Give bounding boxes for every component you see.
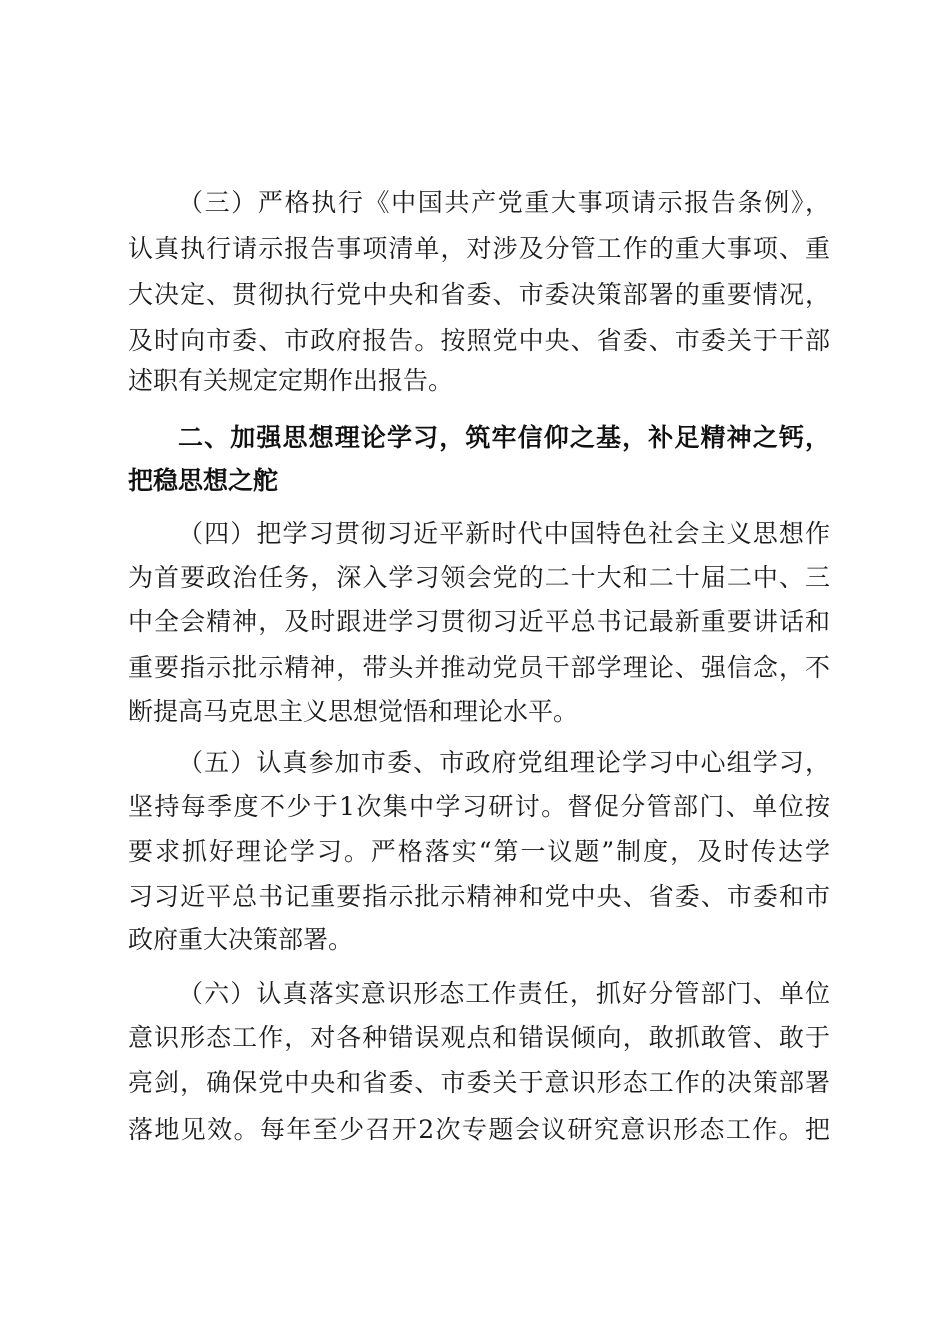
paragraph-6-line-2: 意识形态工作，对各种错误观点和错误倾向，敢抓敢管、敢于 (128, 1023, 830, 1052)
paragraph-3-line-3: 大决定、贯彻执行党中央和省委、市委决策部署的重要情况， (128, 280, 830, 309)
paragraph-3-line-1: （三）严格执行《中国共产党重大事项请示报告条例》， (178, 188, 830, 217)
paragraph-3-line-4: 及时向市委、市政府报告。按照党中央、省委、市委关于干部 (128, 326, 830, 355)
section-heading-line-1: 二、加强思想理论学习，筑牢信仰之基，补足精神之钙， (178, 423, 830, 452)
paragraph-5-line-5: 政府重大决策部署。 (128, 925, 354, 954)
paragraph-6-line-3: 亮剑，确保党中央和省委、市委关于意识形态工作的决策部署 (128, 1068, 830, 1097)
paragraph-4-line-2: 为首要政治任务，深入学习领会党的二十大和二十届二中、三 (128, 563, 830, 592)
paragraph-4-line-5: 断提高马克思主义思想觉悟和理论水平。 (128, 697, 579, 726)
paragraph-5-line-3: 要求抓好理论学习。严格落实“第一议题”制度，及时传达学 (128, 837, 830, 866)
paragraph-6-line-4: 落地见效。每年至少召开2次专题会议研究意识形态工作。把 (128, 1115, 830, 1144)
paragraph-3-line-5: 述职有关规定定期作出报告。 (128, 366, 454, 395)
paragraph-4-line-4: 重要指示批示精神，带头并推动党员干部学理论、强信念，不 (128, 653, 830, 682)
paragraph-6-line-1: （六）认真落实意识形态工作责任，抓好分管部门、单位 (178, 979, 830, 1008)
section-heading-line-2: 把稳思想之舵 (128, 466, 279, 495)
paragraph-5-line-2: 坚持每季度不少于1次集中学习研讨。督促分管部门、单位按 (128, 792, 830, 821)
paragraph-4-line-3: 中全会精神，及时跟进学习贯彻习近平总书记最新重要讲话和 (128, 607, 830, 636)
paragraph-5-line-1: （五）认真参加市委、市政府党组理论学习中心组学习， (178, 748, 830, 777)
paragraph-4-line-1: （四）把学习贯彻习近平新时代中国特色社会主义思想作 (178, 519, 830, 548)
paragraph-3-line-2: 认真执行请示报告事项清单，对涉及分管工作的重大事项、重 (128, 234, 830, 263)
paragraph-5-line-4: 习习近平总书记重要指示批示精神和党中央、省委、市委和市 (128, 882, 830, 911)
